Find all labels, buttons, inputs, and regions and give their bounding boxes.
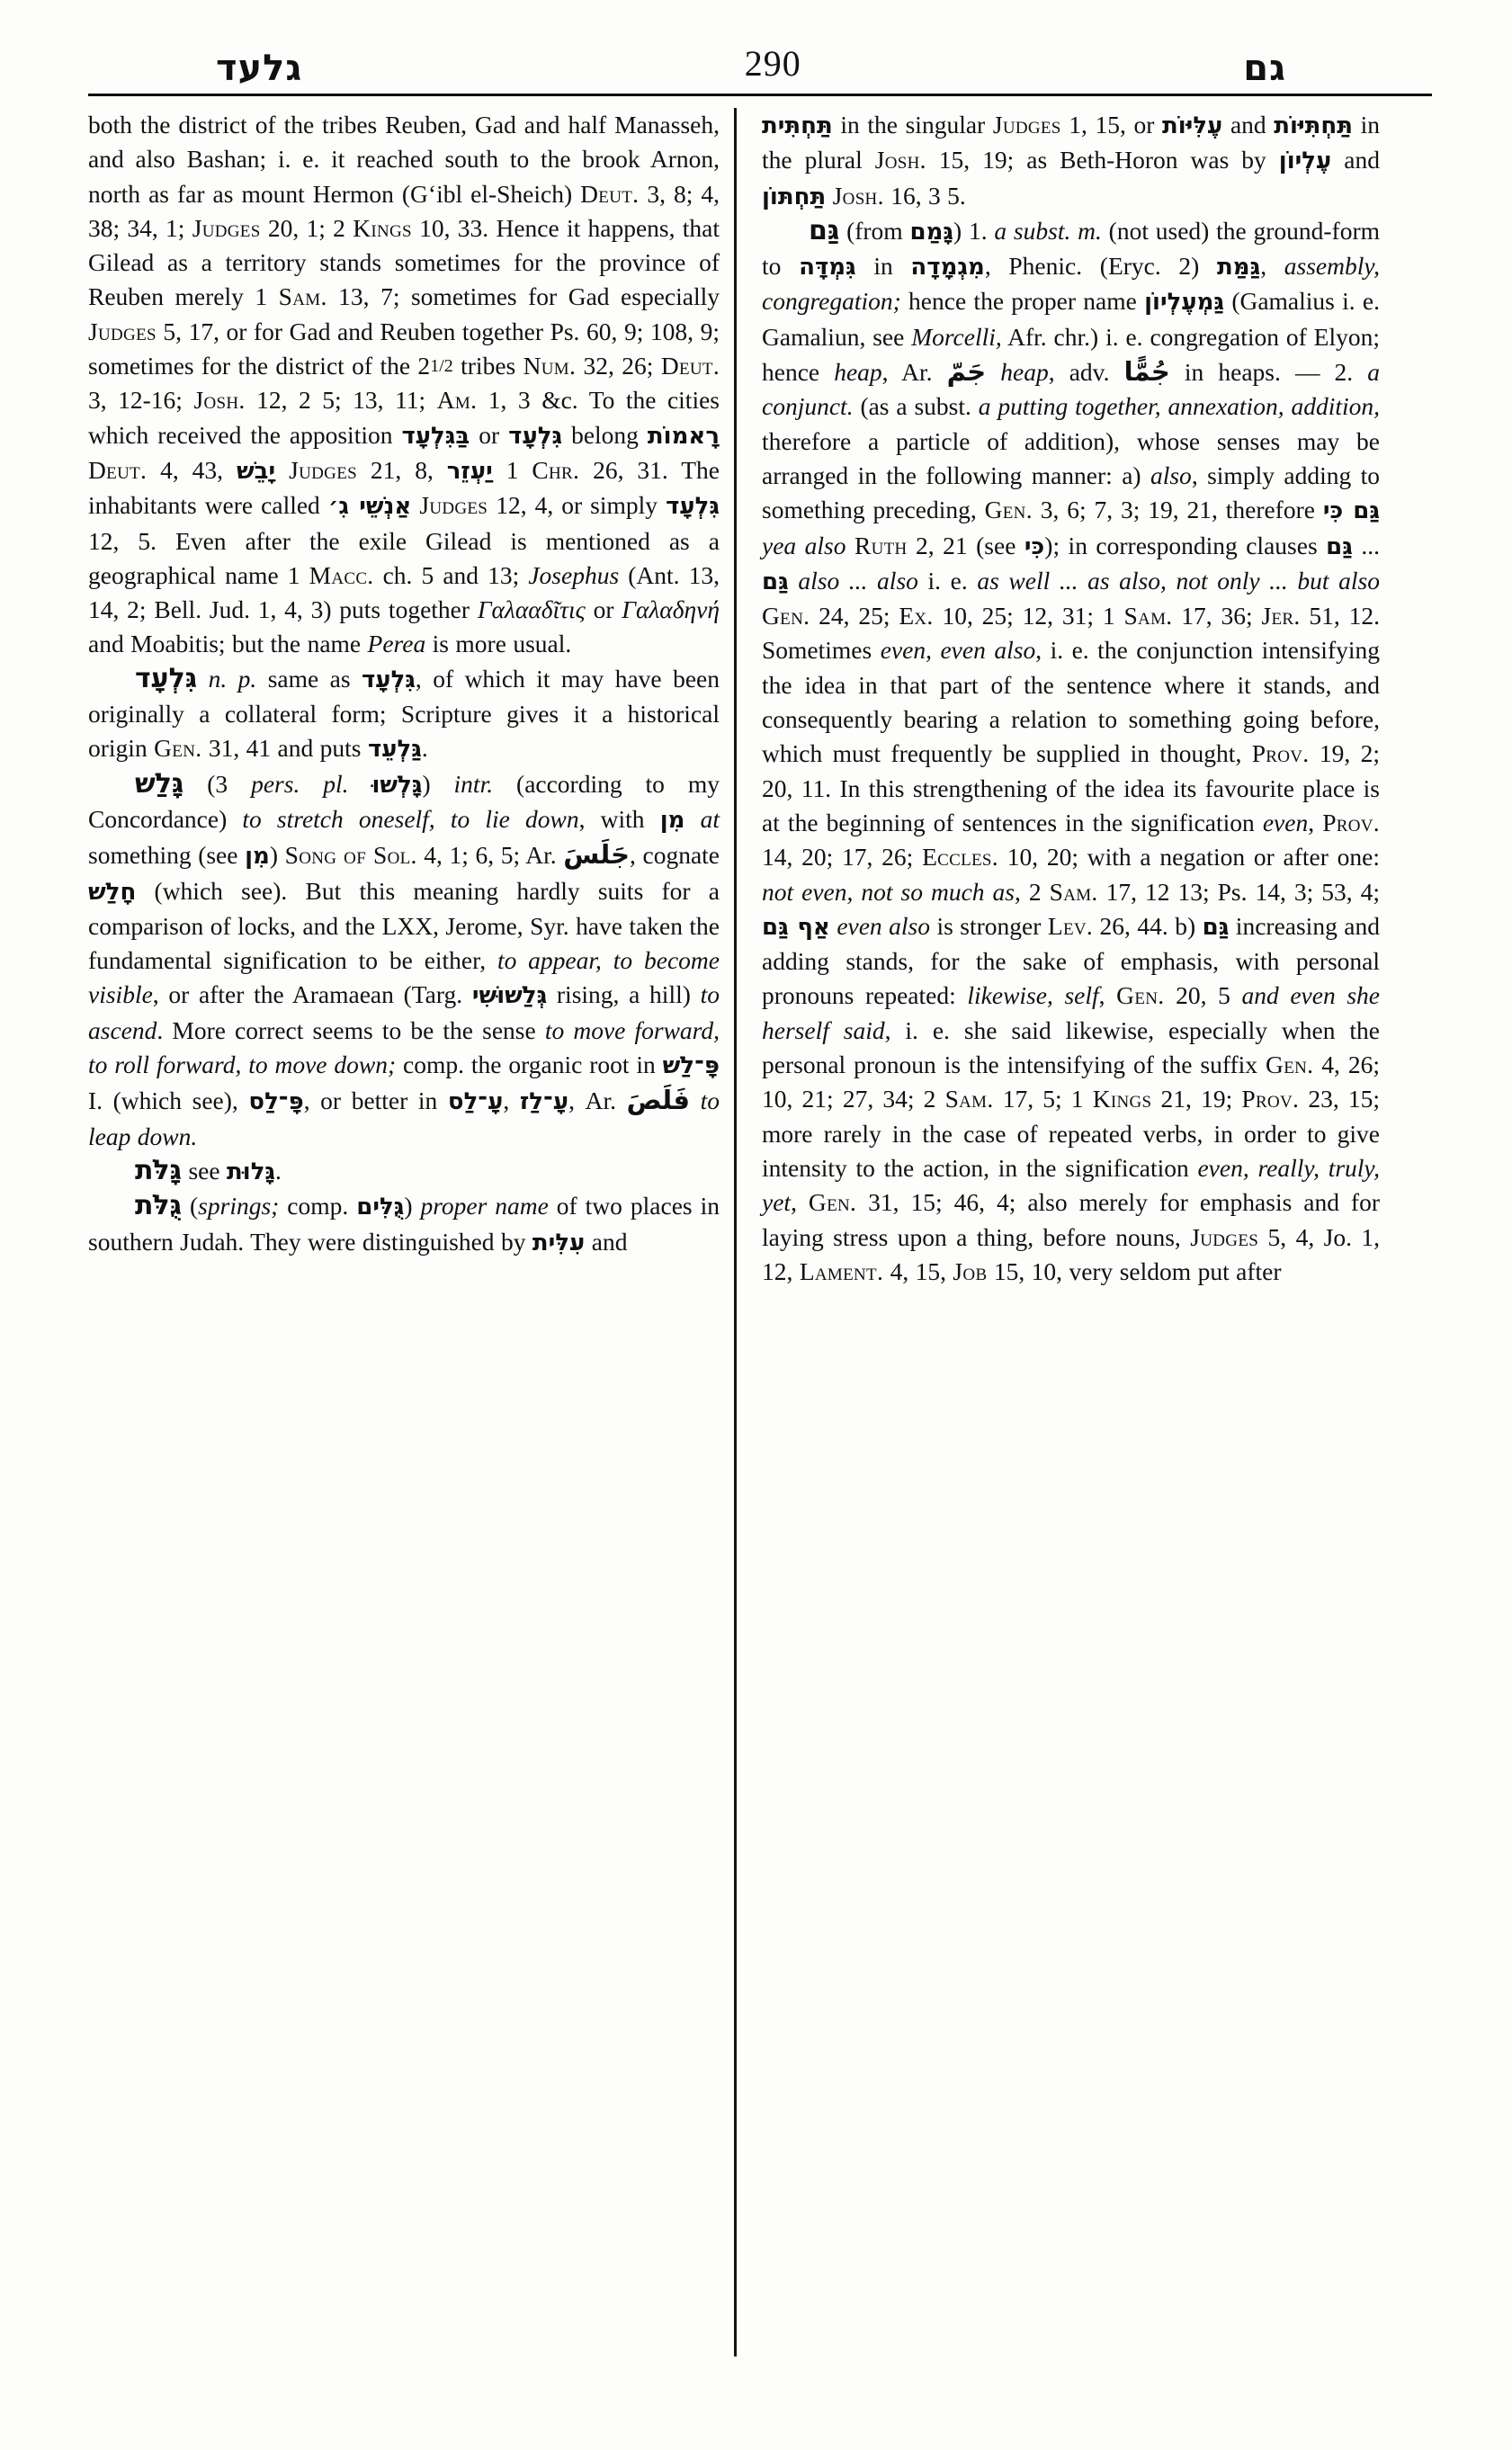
italic-gloss: also	[1150, 460, 1192, 489]
italic-gloss: proper name	[420, 1192, 549, 1221]
page-number: 290	[744, 43, 801, 84]
hebrew-lemma: גֻּלֹּת	[135, 1190, 183, 1222]
italic-gloss: a putting together, annexation, addition,	[978, 392, 1380, 421]
bible-book-abbrev: Judges	[1190, 1222, 1259, 1251]
hebrew-word: גְּלַשׁוּשִׁי	[471, 982, 548, 1010]
hebrew-word: גִּמְדָּה	[799, 254, 856, 282]
italic-gloss: Morcelli,	[911, 322, 1002, 351]
bible-book-abbrev: Josh.	[193, 386, 246, 415]
bible-book-abbrev: Lev.	[1047, 911, 1094, 940]
gilead-territory-paragraph: both the district of the tribes Reuben, Gad and half Manasseh, and also Bashan; i. e. it reached south to the brook Arnon, north as far as mount Hermon (Gʻibl el-Sheich) Deut. 3, 8; 4, 38; 34, 1; Judges 20, 1; 2 Kings 10, 33. Hence it happens, that Gilead as a territory stands sometimes for the province of Reuben merely 1 Sam. 13, 7; sometimes for Gad especially Judges 5, 17, or for Gad and Reuben together Ps. 60, 9; 108, 9; sometimes for the district of the 21/2 tribes Num. 32, 26; Deut. 3, 12-16; Josh. 12, 2 5; 13, 11; Am. 1, 3 &c. To the cities which received the apposition בַּגִּלְעָד or גִּלְעָד belong רָאמוֹת Deut. 4, 43, יָבֵשׁ Judges 21, 8, יַעְזֵר 1 Chr. 26, 31. The inhabitants were called אַנְשֵׁי גִ׳ Judges 12, 4, or simply גִּלְעָד 12, 5. Even after the exile Gilead is mentioned as a geographical name 1 Macc. ch. 5 and 13; Josephus (Ant. 13, 14, 2; Bell. Jud. 1, 4, 3) puts together Γαλααδῖτις or Γαλαδηνή and Moabitis; but the name Perea is more usual.	[88, 111, 720, 658]
hebrew-word: גַּם כִּי	[1322, 497, 1380, 525]
greek-word: Γαλααδῖτις	[477, 595, 586, 624]
hebrew-word: גַּלְעֵד	[367, 736, 422, 764]
bible-book-abbrev: Deut.	[88, 455, 148, 484]
bible-book-abbrev: Am.	[436, 386, 478, 415]
bible-book-abbrev: Judges	[192, 213, 261, 242]
hebrew-word: גַּמְעֶלְיוֹן	[1144, 289, 1225, 317]
hebrew-word: פָּ־לַשׁ	[662, 1052, 720, 1080]
bible-book-abbrev: Judges	[88, 317, 157, 345]
hebrew-word: גִּלְעָד	[508, 422, 563, 450]
bible-book-abbrev: Ruth	[854, 531, 908, 559]
bible-book-abbrev: Prov.	[1241, 1085, 1300, 1113]
bible-book-abbrev: Judges	[289, 455, 357, 484]
bible-book-abbrev: Judges	[419, 491, 488, 520]
italic-gloss: springs;	[198, 1192, 280, 1221]
bible-book-abbrev: Sam.	[278, 282, 327, 311]
hebrew-word: אַנְשֵׁי גִ׳	[327, 493, 412, 521]
italic-gloss: to appear, to become visible	[88, 946, 720, 1009]
hebrew-word: עִלִּית	[532, 1229, 586, 1256]
italic-gloss: to move forward, to roll forward, to move down;	[88, 1015, 720, 1079]
gallot-cross-reference-paragraph: גָּלֹּת see גָּלוּת.	[135, 1154, 282, 1186]
gilad-proper-name-paragraph: גִּלְעָד n. p. same as גִּלְעָד, of which it may have been originally a collateral form; Scripture gives it a historical origin Gen. 31, 41 and puts גַּלְעֵד.	[88, 662, 720, 764]
bible-book-abbrev: Chr.	[532, 455, 580, 484]
hebrew-word: גַּם	[762, 568, 789, 595]
italic-gloss: yea also	[762, 531, 846, 559]
hebrew-word: מִן	[245, 843, 270, 871]
bible-book-abbrev: Kings	[1092, 1085, 1152, 1113]
bible-book-abbrev: Deut.	[660, 352, 720, 380]
bible-book-abbrev: Job	[953, 1256, 988, 1285]
bible-book-abbrev: Sam.	[1049, 877, 1098, 906]
hebrew-lemma: גָּלֹּת	[135, 1154, 183, 1186]
bible-book-abbrev: Sam.	[944, 1085, 994, 1113]
italic-gloss: Perea	[367, 630, 426, 658]
hebrew-word: גָּמַם	[909, 218, 954, 246]
gullot-springs-paragraph: גֻּלֹּת (springs; comp. גֻּלִּים) proper name of two places in southern Judah. They were distinguished by עִלִּית and	[88, 1190, 720, 1256]
hebrew-word: גֻּלִּים	[356, 1194, 405, 1221]
hebrew-word: גַּמַּת	[1217, 254, 1261, 282]
italic-gloss: and even she herself said	[762, 981, 1380, 1044]
hebrew-word: גַּם	[1326, 532, 1353, 560]
arabic-word: جَلَسَ	[563, 839, 630, 871]
hebrew-word: עֶלִּיּוֹת	[1161, 112, 1223, 139]
hebrew-word: תַּחְתִּיּוֹת	[1274, 112, 1353, 139]
italic-gloss: not even, not so much as	[762, 877, 1015, 906]
left-text-column	[88, 108, 734, 2356]
greek-word: Γαλαδηνή	[622, 595, 720, 624]
bible-book-abbrev: Song of Sol.	[284, 841, 417, 870]
header-rule	[88, 94, 1432, 96]
italic-gloss: to ascend	[88, 980, 720, 1044]
hebrew-word: חָלַשׁ	[88, 878, 137, 906]
hebrew-word: תַּחְתּוֹן	[762, 183, 827, 210]
italic-gloss: likewise, self	[967, 981, 1099, 1010]
bible-book-abbrev: Sam.	[1123, 602, 1173, 630]
hebrew-lemma: גִּלְעָד	[135, 662, 198, 694]
italic-gloss: to leap down.	[88, 1086, 720, 1150]
running-head-left-headword: גלעד	[216, 48, 303, 89]
italic-gloss: to stretch oneself, to lie down	[242, 804, 579, 833]
hebrew-word: מִגְמָדָה	[910, 254, 985, 282]
bible-book-abbrev: Lament.	[799, 1256, 884, 1285]
running-head-right-headword: גם	[1243, 48, 1286, 89]
bible-book-abbrev: Gen.	[984, 496, 1033, 524]
hebrew-word: מִן	[659, 806, 685, 834]
italic-gloss: Josephus	[528, 560, 620, 589]
bible-book-abbrev: Num.	[523, 352, 577, 380]
bible-book-abbrev: Gen.	[1266, 1051, 1314, 1079]
two-column-body	[88, 108, 1432, 2356]
italic-gloss: heap	[834, 358, 882, 387]
hebrew-word: בַּגִּלְעָד	[401, 422, 470, 450]
arabic-word: جَمّ	[946, 356, 987, 388]
bible-book-abbrev: Jer.	[1261, 602, 1301, 630]
bible-book-abbrev: Eccles.	[922, 843, 998, 872]
hebrew-word: עָ־לַס	[447, 1088, 504, 1116]
italic-gloss: even	[1262, 808, 1309, 836]
italic-gloss: intr.	[453, 769, 494, 798]
hebrew-lemma: גָּלַשׁ	[135, 767, 184, 800]
bible-book-abbrev: Prov.	[1322, 808, 1380, 836]
arabic-word: فَلَصَ	[626, 1085, 690, 1116]
italic-gloss: a subst. m.	[994, 216, 1102, 245]
arabic-word: جُمًّا	[1123, 356, 1170, 388]
italic-gloss: pers. pl.	[251, 769, 349, 798]
bible-book-abbrev: Josh.	[874, 146, 926, 174]
italic-gloss: a conjunct.	[762, 358, 1380, 421]
hebrew-word: גִּלְעָד	[362, 666, 416, 693]
hebrew-word: עָ־לַז	[519, 1088, 569, 1116]
gam-entry-paragraph: גַּם (from גָּמַם) 1. a subst. m. (not used) the ground-form to גִּמְדָּה in מִגְמָדָה, Phenic. (Eryc. 2) גַּמַּת, assembly, congregation; hence the proper name גַּמְעֶלְיוֹן (Gamalius i. e. Gamaliun, see Morcelli, Afr. chr.) i. e. congregation of Elyon; hence heap, Ar. جَمّ heap, adv. جُمًّا in heaps. — 2. a conjunct. (as a subst. a putting together, annexation, addition, therefore a particle of addition), whose senses may be arranged in the following manner: a) also, simply adding to something preceding, Gen. 3, 6; 7, 3; 19, 21, therefore גַּם כִּי yea also Ruth 2, 21 (see כִּי); in corresponding clauses גַּם ... גַּם also ... also i. e. as well ... as also, not only ... but also Gen. 24, 25; Ex. 10, 25; 12, 31; 1 Sam. 17, 36; Jer. 51, 12. Sometimes even, even also, i. e. the conjunction intensifying the idea in that part of the sentence where it stands, and consequently bearing a relation to something going before, which must frequently be supplied in thought, Prov. 19, 2; 20, 11. In this strengthening of the idea its favourite place is at the beginning of sentences in the signification even, Prov. 14, 20; 17, 26; Eccles. 10, 20; with a negation or after one: not even, not so much as, 2 Sam. 17, 12 13; Ps. 14, 3; 53, 4; אַף גַּם even also is stronger Lev. 26, 44. b) גַּם increasing and adding stands, for the sake of emphasis, with personal pronouns repeated: likewise, self, Gen. 20, 5 and even she herself said, i. e. she said likewise, especially when the personal pronoun is the intensifying of the suffix Gen. 4, 26; 10, 21; 27, 34; 2 Sam. 17, 5; 1 Kings 21, 19; Prov. 23, 15; more rarely in the case of repeated verbs, in order to give intensity to the action, in the signification even, really, truly, yet, Gen. 31, 15; 46, 4; also merely for emphasis and for laying stress upon a thing, before nouns, Judges 5, 4, Jo. 1, 12, Lament. 4, 15, Job 15, 10, very seldom put after	[762, 214, 1381, 1285]
bible-book-abbrev: Macc.	[309, 560, 374, 589]
italic-gloss: even, really, truly, yet	[762, 1153, 1380, 1217]
hebrew-word: גִּלְעָד	[666, 493, 720, 521]
italic-gloss: n. p.	[208, 664, 257, 693]
running-head	[90, 34, 1430, 89]
hebrew-word: עֶלְיוֹן	[1278, 148, 1332, 175]
hebrew-word: אַף גַּם	[762, 913, 830, 941]
hebrew-word: גָּלְשׁוּ	[371, 771, 423, 799]
bible-book-abbrev: Ex.	[899, 602, 934, 630]
bible-book-abbrev: Gen.	[154, 734, 202, 763]
italic-gloss: also ... also	[798, 566, 918, 595]
italic-gloss: at	[700, 804, 720, 833]
galash-verb-paragraph: גָּלַשׁ (3 pers. pl. גָּלְשׁוּ) intr. (according to my Concordance) to stretch oneself, to lie down, with מִן at something (see מִן) Song of Sol. 4, 1; 6, 5; Ar. جَلَسَ, cognate חָלַשׁ (which see). But this meaning hardly suits for a comparison of locks, and the LXX, Jerome, Syr. have taken the fundamental signification to be either, to appear, to become visible, or after the Aramaean (Targ. גְּלַשׁוּשִׁי rising, a hill) to ascend. More correct seems to be the sense to move forward, to roll forward, to move down; comp. the organic root in פָּ־לַשׁ I. (which see), פָּ־לַס, or better in עָ־לַס, עָ־לַז, Ar. فَلَصَ to leap down.	[88, 767, 720, 1150]
hebrew-word: רָאמוֹת	[647, 422, 720, 450]
right-text-column	[734, 108, 1380, 2356]
italic-gloss: even also	[837, 911, 930, 940]
bible-book-abbrev: Gen.	[1116, 981, 1165, 1010]
italic-gloss: assembly, congregation;	[762, 252, 1380, 316]
hebrew-lemma: גַּם	[809, 214, 840, 246]
bible-book-abbrev: Gen.	[762, 602, 810, 630]
bible-book-abbrev: Gen.	[808, 1188, 857, 1217]
bible-book-abbrev: Prov.	[1251, 739, 1310, 768]
fraction: 1/2	[430, 356, 453, 377]
bible-book-abbrev: Kings	[353, 213, 412, 242]
tachtit-continuation-paragraph: תַּחְתִּית in the singular Judges 1, 15, or עֶלִּיּוֹת and תַּחְתִּיּוֹת in the plural Josh. 15, 19; as Beth-Horon was by עֶלְיוֹן and תַּחְתּוֹן Josh. 16, 3 5.	[762, 111, 1380, 210]
hebrew-word: יַעְזֵר	[446, 457, 493, 485]
hebrew-word: גַּם	[1202, 913, 1230, 941]
hebrew-word: תַּחְתִּית	[762, 112, 833, 139]
hebrew-word: פָּ־לַס	[248, 1088, 304, 1116]
hebrew-word: גָּלוּת	[227, 1158, 276, 1185]
italic-gloss: heap	[1000, 358, 1049, 387]
italic-gloss: as well ... as also, not only ... but also	[977, 566, 1380, 595]
bible-book-abbrev: Josh.	[832, 181, 884, 210]
italic-gloss: even, even also	[880, 636, 1036, 665]
hebrew-word: יָבֵשׁ	[236, 457, 276, 485]
bible-book-abbrev: Judges	[992, 111, 1061, 139]
bible-book-abbrev: Deut.	[580, 179, 640, 208]
hebrew-word: כִּי	[1024, 532, 1045, 560]
